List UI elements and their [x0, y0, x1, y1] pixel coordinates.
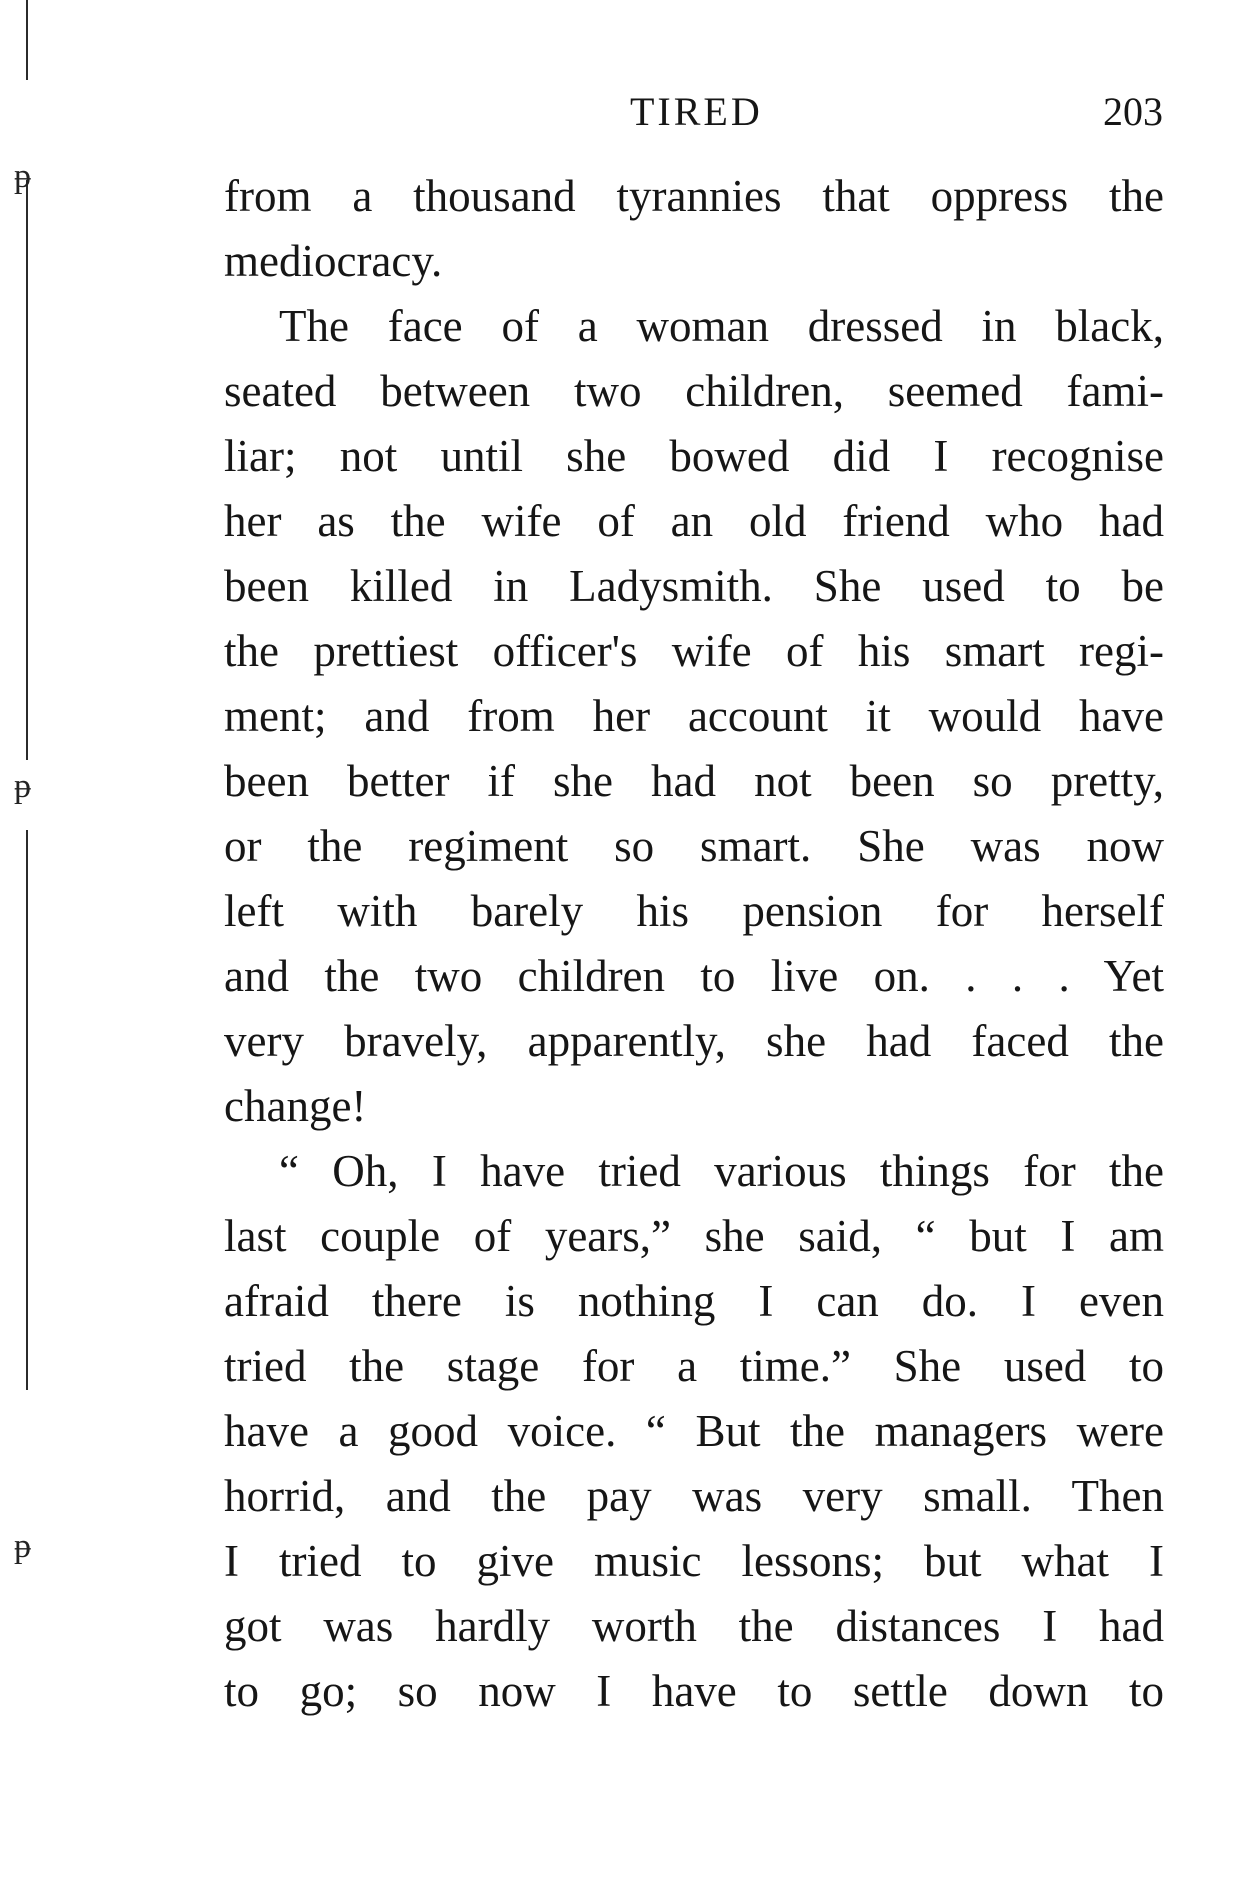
- text-line: I tried to give music lessons; but what I: [224, 1536, 1164, 1586]
- text-line: mediocracy.: [224, 236, 443, 286]
- text-line: very bravely, apparently, she had faced the: [224, 1016, 1164, 1066]
- text-line: seated between two children, seemed fami-: [224, 366, 1164, 416]
- scan-margin-mark: ᵽ: [14, 768, 31, 805]
- text-line: the prettiest officer's wife of his smart regi-: [224, 626, 1164, 676]
- scan-margin-mark: ᵽ: [14, 1528, 31, 1565]
- text-line: or the regiment so smart. She was now: [224, 821, 1164, 871]
- page-number: 203: [1103, 89, 1163, 134]
- text-line: change!: [224, 1081, 367, 1131]
- text-line: have a good voice. “ But the managers were: [224, 1406, 1164, 1456]
- scan-gutter-line: [26, 180, 28, 760]
- text-line: from a thousand tyrannies that oppress the: [224, 171, 1164, 221]
- text-line: and the two children to live on. . . . Yet: [224, 951, 1164, 1001]
- text-line: ment; and from her account it would have: [224, 691, 1164, 741]
- text-line: been better if she had not been so pretty,: [224, 756, 1164, 806]
- body-text: [224, 164, 1164, 1724]
- running-title: TIRED: [630, 89, 763, 134]
- page-header: [0, 88, 1255, 138]
- text-line: tried the stage for a time.” She used to: [224, 1341, 1164, 1391]
- text-line: left with barely his pension for herself: [224, 886, 1164, 936]
- text-line: liar; not until she bowed did I recognise: [224, 431, 1164, 481]
- scan-gutter-line: [26, 0, 28, 80]
- text-line: been killed in Ladysmith. She used to be: [224, 561, 1164, 611]
- scan-margin-mark: ᵽ: [14, 158, 31, 195]
- text-line: The face of a woman dressed in black,: [279, 301, 1164, 351]
- text-line: horrid, and the pay was very small. Then: [224, 1471, 1164, 1521]
- text-line: got was hardly worth the distances I had: [224, 1601, 1164, 1651]
- text-line: afraid there is nothing I can do. I even: [224, 1276, 1164, 1326]
- scan-gutter-line: [26, 830, 28, 1390]
- text-line: her as the wife of an old friend who had: [224, 496, 1164, 546]
- text-line: last couple of years,” she said, “ but I am: [224, 1211, 1164, 1261]
- text-line: “ Oh, I have tried various things for the: [279, 1146, 1164, 1196]
- text-line: to go; so now I have to settle down to: [224, 1666, 1164, 1716]
